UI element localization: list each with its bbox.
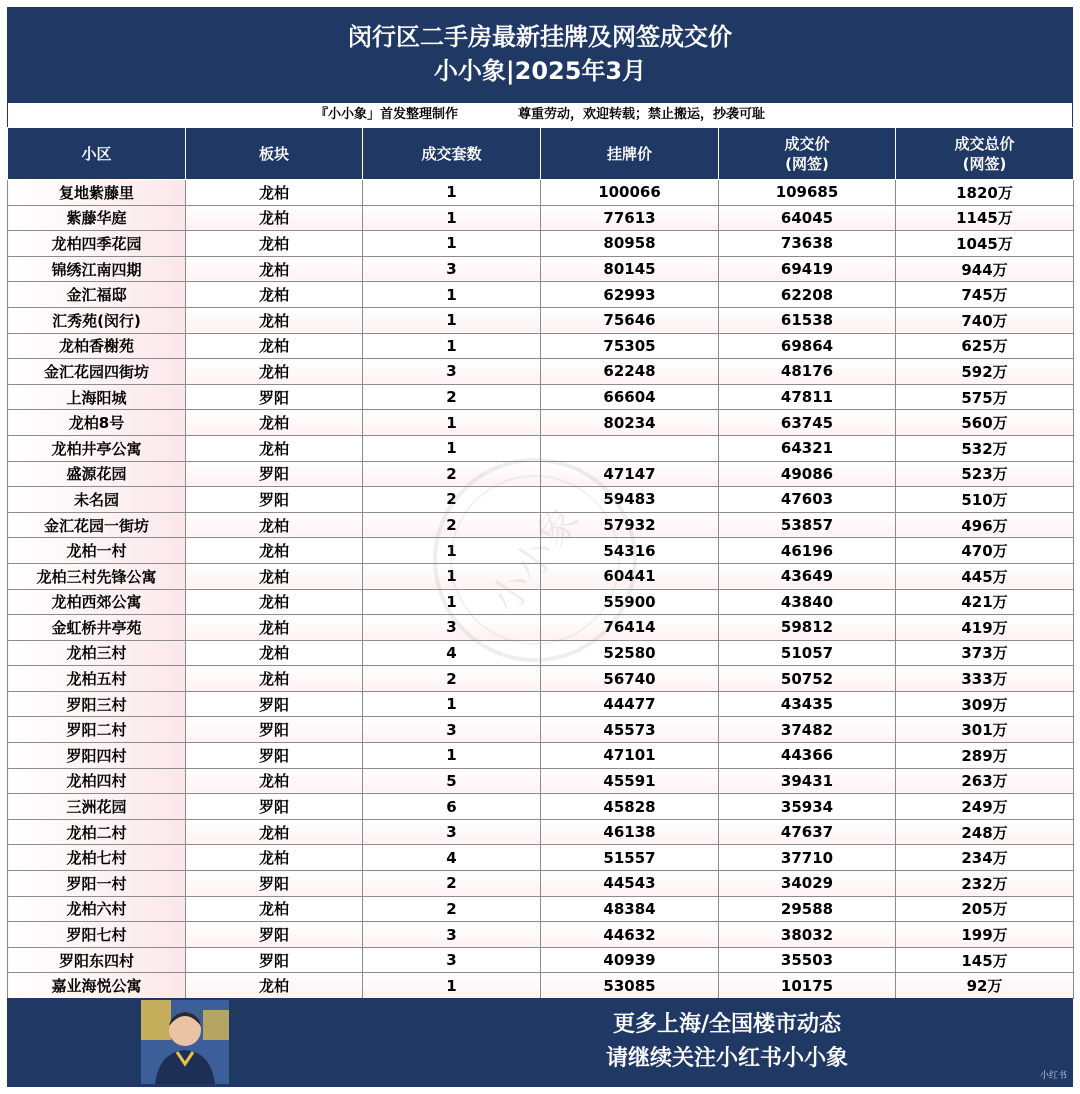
cell-total-price: 445万	[896, 563, 1074, 589]
cell-area: 龙柏	[186, 666, 363, 692]
cell-deal-price: 51057	[719, 640, 896, 666]
cell-total-price: 92万	[896, 973, 1074, 999]
cell-count: 1	[363, 973, 541, 999]
cell-listing-price: 40939	[541, 947, 719, 973]
cell-community: 罗阳三村	[8, 691, 186, 717]
table-row	[8, 435, 1074, 461]
cell-listing-price	[541, 435, 719, 461]
cell-total-price: 263万	[896, 768, 1074, 794]
cell-total-price: 1145万	[896, 205, 1074, 231]
table-row	[8, 359, 1074, 385]
cell-listing-price: 45591	[541, 768, 719, 794]
cell-total-price: 1820万	[896, 180, 1074, 206]
cell-community: 龙柏五村	[8, 666, 186, 692]
cell-deal-price: 64045	[719, 205, 896, 231]
cell-community: 龙柏西郊公寓	[8, 589, 186, 615]
cell-community: 三洲花园	[8, 794, 186, 820]
cell-deal-price: 109685	[719, 180, 896, 206]
table-row	[8, 563, 1074, 589]
column-header: 小区	[8, 128, 186, 180]
cell-area: 罗阳	[186, 871, 363, 897]
cell-deal-price: 34029	[719, 871, 896, 897]
cell-listing-price: 48384	[541, 896, 719, 922]
cell-deal-price: 69864	[719, 333, 896, 359]
footer-line-2: 请继续关注小红书小小象	[605, 1046, 848, 1071]
cell-deal-price: 69419	[719, 256, 896, 282]
cell-area: 罗阳	[186, 717, 363, 743]
cell-community: 龙柏井亭公寓	[8, 435, 186, 461]
cell-area: 龙柏	[186, 615, 363, 641]
cell-community: 紫藤华庭	[8, 205, 186, 231]
cell-area: 罗阳	[186, 461, 363, 487]
cell-area: 罗阳	[186, 487, 363, 513]
cell-area: 龙柏	[186, 538, 363, 564]
table-row	[8, 896, 1074, 922]
cell-listing-price: 52580	[541, 640, 719, 666]
cell-area: 罗阳	[186, 384, 363, 410]
cell-area: 罗阳	[186, 743, 363, 769]
cell-total-price: 1045万	[896, 231, 1074, 257]
cell-count: 4	[363, 845, 541, 871]
cell-deal-price: 43435	[719, 691, 896, 717]
note-left: 『小小象」首发整理制作	[314, 107, 458, 122]
cell-total-price: 373万	[896, 640, 1074, 666]
cell-listing-price: 66604	[541, 384, 719, 410]
cell-deal-price: 44366	[719, 743, 896, 769]
cell-community: 龙柏七村	[8, 845, 186, 871]
cell-count: 1	[363, 589, 541, 615]
cell-deal-price: 43649	[719, 563, 896, 589]
cell-community: 金汇福邸	[8, 282, 186, 308]
cell-area: 罗阳	[186, 691, 363, 717]
cell-listing-price: 57932	[541, 512, 719, 538]
table-row	[8, 487, 1074, 513]
cell-community: 龙柏一村	[8, 538, 186, 564]
table-body	[8, 180, 1074, 999]
cell-deal-price: 37482	[719, 717, 896, 743]
cell-total-price: 944万	[896, 256, 1074, 282]
cell-total-price: 248万	[896, 819, 1074, 845]
cell-community: 盛源花园	[8, 461, 186, 487]
cell-area: 罗阳	[186, 794, 363, 820]
cell-area: 龙柏	[186, 589, 363, 615]
cell-area: 龙柏	[186, 845, 363, 871]
table-row	[8, 691, 1074, 717]
cell-total-price: 575万	[896, 384, 1074, 410]
cell-deal-price: 38032	[719, 922, 896, 948]
table-row	[8, 512, 1074, 538]
cell-area: 龙柏	[186, 768, 363, 794]
cell-community: 金汇花园一街坊	[8, 512, 186, 538]
cell-total-price: 592万	[896, 359, 1074, 385]
cell-count: 2	[363, 461, 541, 487]
table-row	[8, 717, 1074, 743]
cell-deal-price: 61538	[719, 307, 896, 333]
cell-area: 罗阳	[186, 922, 363, 948]
page-header	[7, 7, 1073, 103]
footer-line-1: 更多上海/全国楼市动态	[612, 1012, 842, 1037]
cell-listing-price: 55900	[541, 589, 719, 615]
cell-count: 2	[363, 487, 541, 513]
cell-community: 上海阳城	[8, 384, 186, 410]
cell-total-price: 289万	[896, 743, 1074, 769]
cell-count: 1	[363, 180, 541, 206]
cell-area: 罗阳	[186, 947, 363, 973]
table-row	[8, 640, 1074, 666]
cell-listing-price: 46138	[541, 819, 719, 845]
cell-listing-price: 47147	[541, 461, 719, 487]
cell-listing-price: 75305	[541, 333, 719, 359]
cell-deal-price: 63745	[719, 410, 896, 436]
cell-deal-price: 37710	[719, 845, 896, 871]
table-row	[8, 282, 1074, 308]
cell-count: 5	[363, 768, 541, 794]
cell-count: 3	[363, 359, 541, 385]
page-subtitle: 小小象|2025年3月	[433, 57, 647, 85]
cell-count: 2	[363, 512, 541, 538]
cell-total-price: 532万	[896, 435, 1074, 461]
cell-listing-price: 80958	[541, 231, 719, 257]
cell-area: 龙柏	[186, 282, 363, 308]
cell-area: 龙柏	[186, 333, 363, 359]
cell-deal-price: 64321	[719, 435, 896, 461]
cell-community: 龙柏三村先锋公寓	[8, 563, 186, 589]
cell-community: 汇秀苑(闵行)	[8, 307, 186, 333]
cell-community: 龙柏四季花园	[8, 231, 186, 257]
cell-listing-price: 45828	[541, 794, 719, 820]
cell-count: 2	[363, 384, 541, 410]
cell-deal-price: 47637	[719, 819, 896, 845]
cell-listing-price: 77613	[541, 205, 719, 231]
cell-listing-price: 62993	[541, 282, 719, 308]
cell-community: 罗阳二村	[8, 717, 186, 743]
cell-deal-price: 35934	[719, 794, 896, 820]
cell-total-price: 560万	[896, 410, 1074, 436]
cell-count: 3	[363, 615, 541, 641]
cell-deal-price: 43840	[719, 589, 896, 615]
cell-listing-price: 80145	[541, 256, 719, 282]
table-row	[8, 538, 1074, 564]
cell-count: 3	[363, 922, 541, 948]
table-row	[8, 743, 1074, 769]
cell-count: 1	[363, 538, 541, 564]
cell-deal-price: 46196	[719, 538, 896, 564]
cell-area: 龙柏	[186, 435, 363, 461]
cell-listing-price: 44543	[541, 871, 719, 897]
cell-community: 未名园	[8, 487, 186, 513]
cell-area: 龙柏	[186, 231, 363, 257]
cell-listing-price: 59483	[541, 487, 719, 513]
cell-count: 1	[363, 307, 541, 333]
cell-count: 4	[363, 640, 541, 666]
cell-listing-price: 54316	[541, 538, 719, 564]
table-row	[8, 180, 1074, 206]
cell-listing-price: 47101	[541, 743, 719, 769]
cell-count: 1	[363, 410, 541, 436]
cell-community: 龙柏六村	[8, 896, 186, 922]
column-header: 板块	[186, 128, 363, 180]
cell-listing-price: 75646	[541, 307, 719, 333]
table-row	[8, 922, 1074, 948]
column-header: 挂牌价	[541, 128, 719, 180]
author-avatar	[141, 1000, 229, 1084]
table-row	[8, 461, 1074, 487]
cell-community: 嘉业海悦公寓	[8, 973, 186, 999]
cell-total-price: 470万	[896, 538, 1074, 564]
cell-area: 龙柏	[186, 307, 363, 333]
cell-total-price: 523万	[896, 461, 1074, 487]
table-row	[8, 256, 1074, 282]
cell-total-price: 496万	[896, 512, 1074, 538]
note-right: 尊重劳动，欢迎转载；禁止搬运，抄袭可耻	[518, 107, 766, 122]
cell-count: 3	[363, 819, 541, 845]
cell-count: 1	[363, 333, 541, 359]
cell-deal-price: 39431	[719, 768, 896, 794]
cell-deal-price: 10175	[719, 973, 896, 999]
cell-total-price: 745万	[896, 282, 1074, 308]
cell-deal-price: 59812	[719, 615, 896, 641]
cell-total-price: 199万	[896, 922, 1074, 948]
cell-listing-price: 100066	[541, 180, 719, 206]
cell-count: 1	[363, 563, 541, 589]
table-row	[8, 384, 1074, 410]
cell-deal-price: 62208	[719, 282, 896, 308]
cell-listing-price: 44632	[541, 922, 719, 948]
table-row	[8, 307, 1074, 333]
cell-total-price: 232万	[896, 871, 1074, 897]
cell-listing-price: 76414	[541, 615, 719, 641]
page-footer	[7, 998, 1073, 1087]
cell-total-price: 625万	[896, 333, 1074, 359]
cell-deal-price: 29588	[719, 896, 896, 922]
cell-listing-price: 60441	[541, 563, 719, 589]
cell-total-price: 333万	[896, 666, 1074, 692]
cell-deal-price: 73638	[719, 231, 896, 257]
cell-community: 龙柏四村	[8, 768, 186, 794]
cell-community: 复地紫藤里	[8, 180, 186, 206]
table-row	[8, 819, 1074, 845]
cell-total-price: 419万	[896, 615, 1074, 641]
transaction-table	[7, 127, 1074, 999]
cell-deal-price: 48176	[719, 359, 896, 385]
cell-deal-price: 53857	[719, 512, 896, 538]
cell-count: 3	[363, 717, 541, 743]
table-row	[8, 231, 1074, 257]
cell-deal-price: 47603	[719, 487, 896, 513]
column-header: 成交总价 (网签)	[896, 128, 1074, 180]
table-row	[8, 768, 1074, 794]
table-row	[8, 410, 1074, 436]
footer-message	[507, 1008, 947, 1076]
cell-count: 2	[363, 666, 541, 692]
cell-count: 1	[363, 435, 541, 461]
page-title: 闵行区二手房最新挂牌及网签成交价	[348, 23, 732, 51]
table-row	[8, 845, 1074, 871]
column-header: 成交套数	[363, 128, 541, 180]
cell-deal-price: 35503	[719, 947, 896, 973]
cell-total-price: 740万	[896, 307, 1074, 333]
cell-count: 2	[363, 871, 541, 897]
cell-listing-price: 44477	[541, 691, 719, 717]
cell-community: 罗阳一村	[8, 871, 186, 897]
cell-community: 龙柏香榭苑	[8, 333, 186, 359]
cell-area: 龙柏	[186, 640, 363, 666]
cell-listing-price: 45573	[541, 717, 719, 743]
cell-count: 1	[363, 743, 541, 769]
cell-count: 1	[363, 205, 541, 231]
table-row	[8, 973, 1074, 999]
cell-community: 罗阳四村	[8, 743, 186, 769]
cell-area: 龙柏	[186, 410, 363, 436]
cell-community: 龙柏二村	[8, 819, 186, 845]
cell-listing-price: 80234	[541, 410, 719, 436]
cell-area: 龙柏	[186, 973, 363, 999]
cell-area: 龙柏	[186, 896, 363, 922]
cell-community: 罗阳东四村	[8, 947, 186, 973]
table-row	[8, 871, 1074, 897]
cell-deal-price: 47811	[719, 384, 896, 410]
cell-community: 龙柏三村	[8, 640, 186, 666]
cell-total-price: 145万	[896, 947, 1074, 973]
cell-listing-price: 62248	[541, 359, 719, 385]
cell-area: 龙柏	[186, 359, 363, 385]
table-row	[8, 947, 1074, 973]
platform-mark: 小红书	[1039, 1071, 1067, 1081]
table-header-row	[8, 128, 1074, 180]
cell-count: 2	[363, 896, 541, 922]
cell-area: 龙柏	[186, 512, 363, 538]
cell-count: 1	[363, 231, 541, 257]
cell-total-price: 421万	[896, 589, 1074, 615]
cell-count: 1	[363, 691, 541, 717]
column-header: 成交价 (网签)	[719, 128, 896, 180]
cell-community: 龙柏8号	[8, 410, 186, 436]
cell-community: 金汇花园四街坊	[8, 359, 186, 385]
cell-deal-price: 50752	[719, 666, 896, 692]
cell-count: 3	[363, 947, 541, 973]
table-row	[8, 794, 1074, 820]
cell-deal-price: 49086	[719, 461, 896, 487]
table-row	[8, 333, 1074, 359]
cell-count: 1	[363, 282, 541, 308]
table-row	[8, 666, 1074, 692]
cell-total-price: 249万	[896, 794, 1074, 820]
cell-total-price: 510万	[896, 487, 1074, 513]
cell-area: 龙柏	[186, 819, 363, 845]
cell-area: 龙柏	[186, 563, 363, 589]
cell-listing-price: 53085	[541, 973, 719, 999]
cell-count: 6	[363, 794, 541, 820]
cell-total-price: 234万	[896, 845, 1074, 871]
cell-community: 罗阳七村	[8, 922, 186, 948]
cell-listing-price: 51557	[541, 845, 719, 871]
cell-total-price: 309万	[896, 691, 1074, 717]
copyright-note	[7, 103, 1073, 127]
table-row	[8, 589, 1074, 615]
cell-community: 锦绣江南四期	[8, 256, 186, 282]
table-row	[8, 205, 1074, 231]
table-row	[8, 615, 1074, 641]
cell-area: 龙柏	[186, 256, 363, 282]
cell-total-price: 205万	[896, 896, 1074, 922]
cell-area: 龙柏	[186, 205, 363, 231]
cell-area: 龙柏	[186, 180, 363, 206]
cell-community: 金虹桥井亭苑	[8, 615, 186, 641]
cell-total-price: 301万	[896, 717, 1074, 743]
cell-count: 3	[363, 256, 541, 282]
cell-listing-price: 56740	[541, 666, 719, 692]
